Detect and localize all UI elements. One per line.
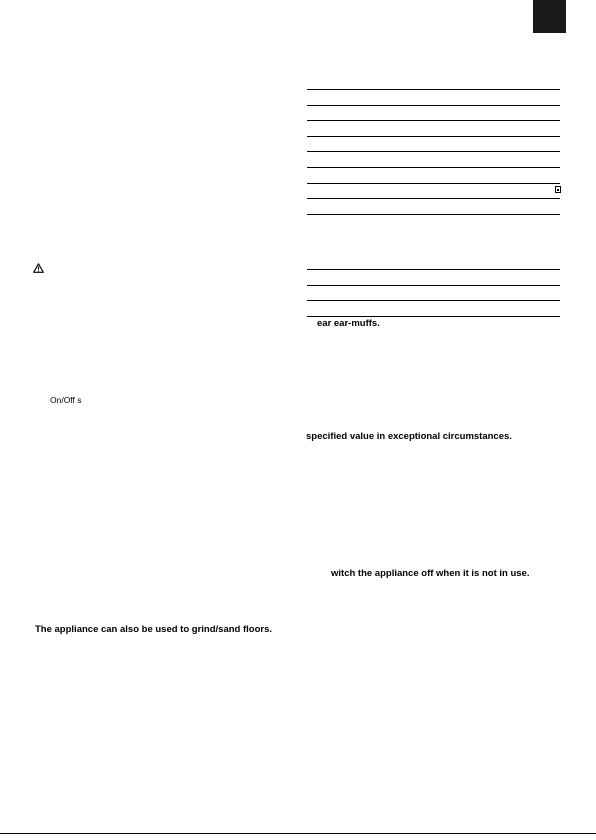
chapter-tab-marker bbox=[533, 0, 566, 33]
page-bottom-rule bbox=[0, 833, 596, 834]
table-rule-4 bbox=[307, 136, 560, 137]
table-rule-1 bbox=[307, 89, 560, 90]
table-rule-6 bbox=[307, 167, 560, 168]
grind-sand-floors-sentence: The appliance can also be used to grind/sand floors. bbox=[35, 624, 273, 635]
table-rule-5 bbox=[307, 151, 560, 152]
table-rule-8 bbox=[307, 198, 560, 199]
switch-off-fragment: witch the appliance off when it is not in use. bbox=[331, 568, 530, 579]
table-rule-2 bbox=[307, 105, 560, 106]
square-icon bbox=[555, 186, 561, 193]
table-rule-3 bbox=[307, 120, 560, 121]
ear-muffs-fragment: ear ear-muffs. bbox=[317, 318, 380, 329]
table-rule-12 bbox=[307, 300, 560, 301]
table-rule-7 bbox=[307, 183, 560, 184]
table-rule-11 bbox=[307, 285, 560, 286]
warning-triangle-icon bbox=[33, 263, 44, 273]
table-rule-10 bbox=[307, 269, 560, 270]
on-off-switch-fragment: On/Off s bbox=[50, 395, 82, 405]
table-rule-13 bbox=[307, 316, 560, 317]
table-rule-9 bbox=[307, 214, 560, 215]
specified-value-sentence: specified value in exceptional circumstances. bbox=[306, 431, 512, 442]
